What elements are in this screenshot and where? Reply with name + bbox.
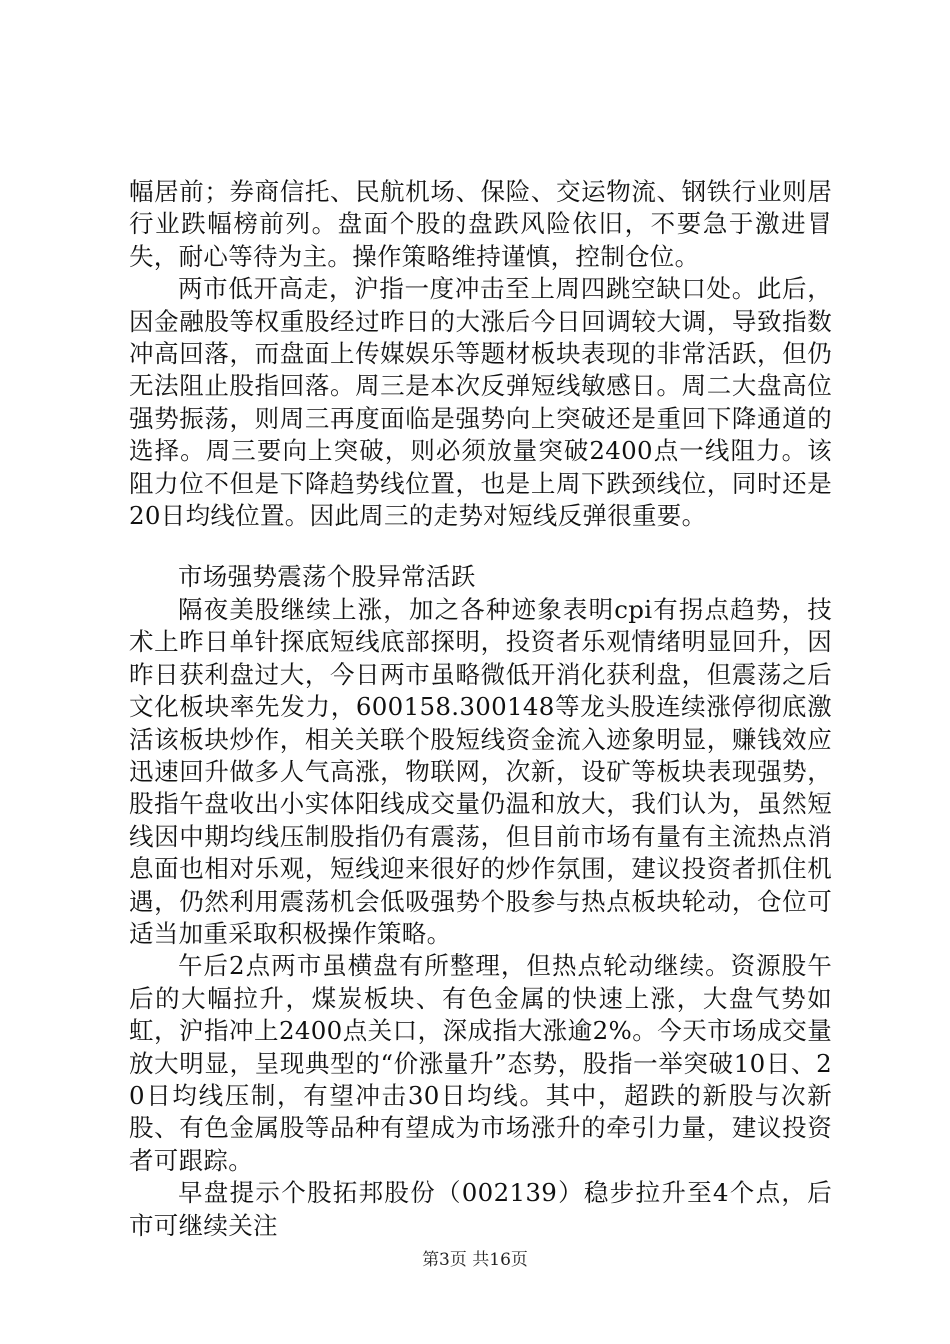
document-body — [129, 176, 832, 1242]
paragraph-market-analysis: 两市低开高走，沪指一度冲击至上周四跳空缺口处。此后，因金融股等权重股经过昨日的大涨后今日回调较大调，导致指数冲高回落，而盘面上传媒娱乐等题材板块表现的非常活跃，但仍无法阻止股指回落。周三是本次反弹短线敏感日。周二大盘高位强势振荡，则周三再度面临是强势向上突破还是重回下降通道的选择。周三要向上突破，则必须放量突破2400点一线阻力。该阻力位不但是下降趋势线位置，也是上周下跌颈线位，同时还是20日均线位置。因此周三的走势对短线反弹很重要。 — [129, 274, 832, 531]
paragraph-afternoon-session: 午后2点两市虽横盘有所整理，但热点轮动继续。资源股午后的大幅拉升，煤炭板块、有色金属的快速上涨，大盘气势如虹，沪指冲上2400点关口，深成指大涨逾2%。今天市场成交量放大明显，呈现典型的“价涨量升”态势，股指一举突破10日、20日均线压制，有望冲击30日均线。其中，超跌的新股与次新股、有色金属股等品种有望成为市场涨升的牵引力量，建议投资者可跟踪。 — [129, 951, 832, 1175]
paragraph-strong-oscillation: 隔夜美股继续上涨，加之各种迹象表明cpi有拐点趋势，技术上昨日单针探底短线底部探明，投资者乐观情绪明显回升，因昨日获利盘过大，今日两市虽略微低开消化获利盘，但震荡之后文化板块率先发力，600158.300148等龙头股连续涨停彻底激活该板块炒作，相关关联个股短线资金流入迹象明显，赚钱效应迅速回升做多人气高涨，物联网，次新，设矿等板块表现强势，股指午盘收出小实体阳线成交量仍温和放大，我们认为，虽然短线因中期均线压制股指仍有震荡，但目前市场有量有主流热点消息面也相对乐观，短线迎来很好的炒作氛围，建议投资者抓住机遇，仍然利用震荡机会低吸强势个股参与热点板块轮动，仓位可适当加重采取积极操作策略。 — [129, 594, 832, 948]
page-number-footer: 第3页 共16页 — [422, 1250, 528, 1270]
section-heading: 市场强势震荡个股异常活跃 — [178, 562, 476, 592]
paragraph-morning-tip: 早盘提示个股拓邦股份（002139）稳步拉升至4个点，后市可继续关注 — [129, 1178, 832, 1240]
paragraph-continuation: 幅居前；券商信托、民航机场、保险、交运物流、钢铁行业则居行业跌幅榜前列。盘面个股的盘跌风险依旧，不要急于激进冒失，耐心等待为主。操作策略维持谨慎，控制仓位。 — [129, 177, 832, 271]
